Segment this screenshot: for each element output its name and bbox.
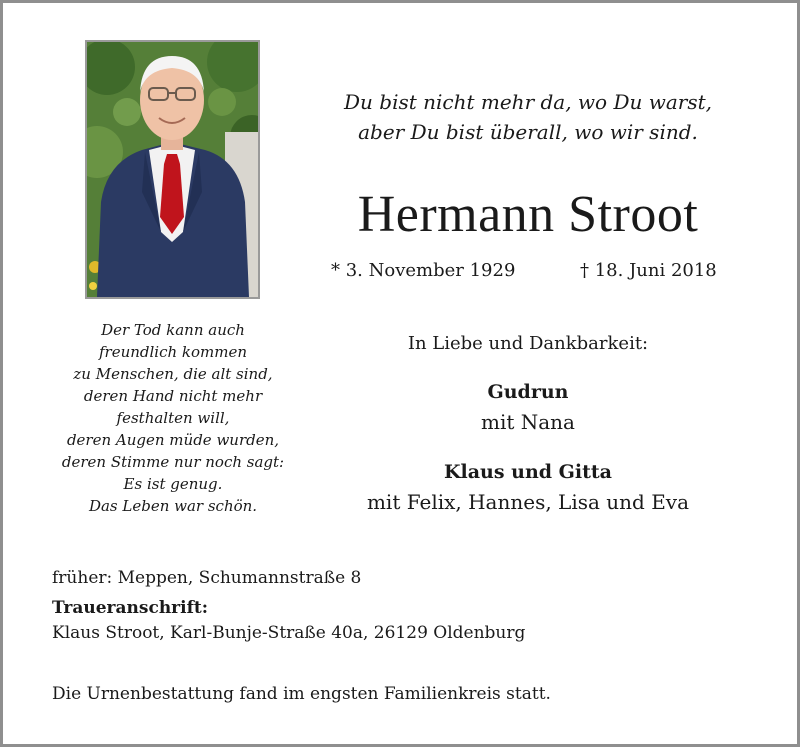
mourner-family: mit Nana [481,410,575,434]
mourning-address: Klaus Stroot, Karl-Bunje-Straße 40a, 26129 Oldenburg [52,623,526,643]
birth-date: * 3. November 1929 [331,260,516,281]
mourning-address-label: Traueranschrift: [52,598,209,618]
poem-line: zu Menschen, die alt sind, [73,365,273,383]
poem-line: Es ist genug. [123,475,223,493]
poem-line: deren Stimme nur noch sagt: [61,453,285,471]
deceased-name: Hermann Stroot [357,186,699,243]
poem-line: Der Tod kann auch [101,321,245,339]
portrait-photo [85,40,260,299]
former-address: früher: Meppen, Schumannstraße 8 [52,568,362,588]
poem-line: Das Leben war schön. [88,497,258,515]
burial-note: Die Urnenbestattung fand im engsten Familienkreis statt. [52,684,551,704]
verse-line: Du bist nicht mehr da, wo Du warst, [344,90,712,114]
poem-line: festhalten will, [116,409,230,427]
mourner-family: mit Felix, Hannes, Lisa und Eva [366,490,690,514]
poem-line: deren Hand nicht mehr [83,387,263,405]
mourners-intro: In Liebe und Dankbarkeit: [407,333,649,354]
poem [43,319,303,517]
poem-line: freundlich kommen [98,343,248,361]
mourner-name: Gudrun [487,381,569,403]
poem-line: deren Augen müde wurden, [66,431,280,449]
verse-line: aber Du bist überall, wo wir sind. [358,120,698,144]
death-date: † 18. Juni 2018 [580,260,717,281]
opening-verse [303,87,753,147]
mourner-name: Klaus und Gitta [443,461,612,483]
